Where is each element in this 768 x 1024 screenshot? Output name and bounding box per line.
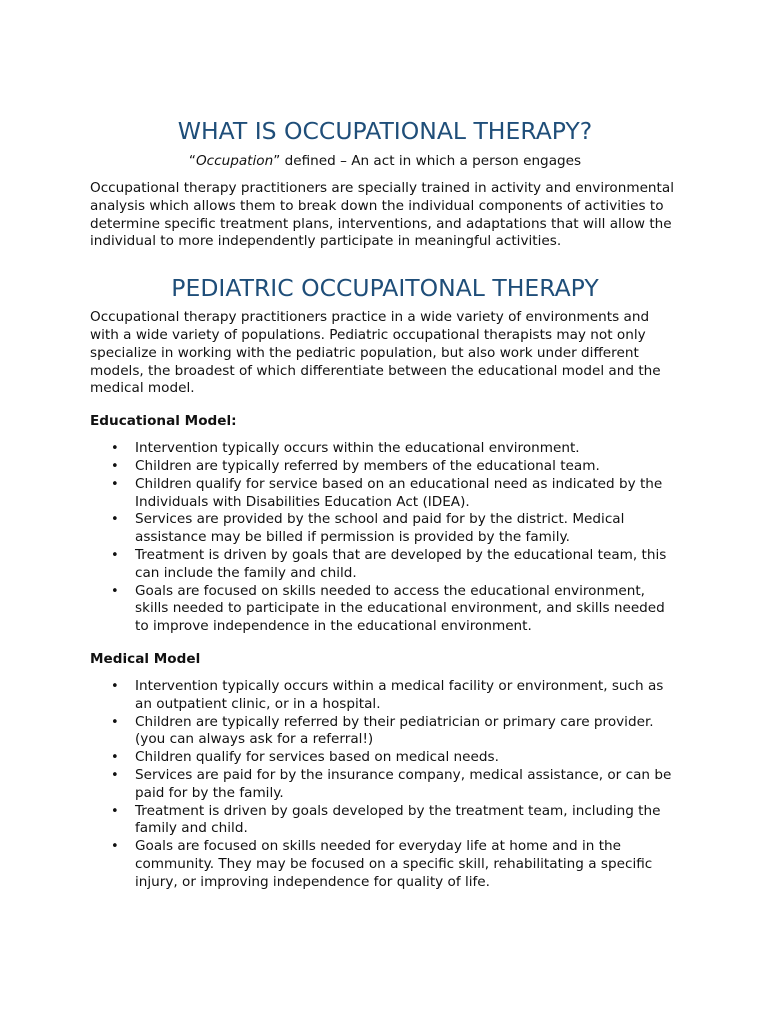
- list-item-text: Children are typically referred by members of the educational team.: [135, 457, 600, 474]
- list-item-text: Goals are focused on skills needed to access the educational environment, skills needed to participate in the educational environment, and skills needed to improve independence in the educational environment.: [135, 582, 665, 635]
- list-item-text: Treatment is driven by goals that are developed by the educational team, this can include the family and child.: [135, 546, 667, 581]
- bullet-icon: •: [111, 583, 119, 599]
- educational-model-heading: Educational Model:: [90, 413, 237, 430]
- bullet-icon: •: [111, 803, 119, 819]
- bullet-icon: •: [111, 714, 119, 730]
- definition-open-quote: “: [188, 153, 196, 169]
- bullet-icon: •: [111, 512, 119, 528]
- list-item-text: Services are paid for by the insurance company, medical assistance, or can be paid for by the family.: [135, 766, 672, 801]
- bullet-icon: •: [111, 476, 119, 492]
- list-item-text: Intervention typically occurs within the educational environment.: [135, 440, 580, 457]
- list-item: [90, 767, 680, 803]
- occupation-definition: [90, 152, 680, 170]
- list-item: [90, 678, 680, 714]
- definition-text: defined – An act in which a person engages: [280, 153, 582, 169]
- list-item-text: Services are provided by the school and paid for by the district. Medical assistance may be billed if permission is provided by the family.: [135, 511, 625, 546]
- bullet-icon: •: [111, 547, 119, 563]
- list-item: [90, 547, 680, 583]
- bullet-icon: •: [111, 441, 119, 457]
- list-item: [90, 458, 680, 476]
- bullet-icon: •: [111, 750, 119, 766]
- bullet-icon: •: [111, 678, 119, 694]
- list-item: [90, 714, 680, 750]
- list-item: [90, 440, 680, 458]
- list-item-text: Treatment is driven by goals developed by the treatment team, including the family and child.: [135, 802, 661, 837]
- pediatric-paragraph: Occupational therapy practitioners practice in a wide variety of environments and with a wide variety of populations. Pediatric occupational therapists may not only specialize in working with the pediatric population, but also work under different models, the broadest of which differentiate between the educational model and the medical model.: [90, 309, 661, 397]
- list-item: [90, 476, 680, 512]
- definition-term: Occupation: [195, 153, 274, 169]
- list-item-text: Goals are focused on skills needed for everyday life at home and in the community. They may be focused on a specific skill, rehabilitating a specific injury, or improving independence for quality of life.: [135, 838, 653, 890]
- list-item-text: Children qualify for services based on medical needs.: [135, 749, 499, 766]
- list-item: [90, 838, 680, 891]
- bullet-icon: •: [111, 458, 119, 474]
- intro-paragraph: Occupational therapy practitioners are specially trained in activity and environmental analysis which allows them to break down the individual components of activities to determine specific treatment plans, interventions, and adaptations that will allow the individual to more independently participate in meaningful activities.: [90, 180, 674, 250]
- section-title-pediatric: PEDIATRIC OCCUPAITONAL THERAPY: [171, 274, 599, 303]
- list-item: [90, 583, 680, 636]
- medical-model-list: [90, 678, 680, 892]
- list-item: [90, 803, 680, 839]
- medical-model-heading: Medical Model: [90, 650, 201, 667]
- list-item-text: Children are typically referred by their pediatrician or primary care provider. (you can always ask for a referral!): [135, 713, 654, 748]
- bullet-icon: •: [111, 767, 119, 783]
- list-item: [90, 511, 680, 547]
- list-item-text: Intervention typically occurs within a medical facility or environment, such as an outpatient clinic, or in a hospital.: [135, 677, 664, 712]
- bullet-icon: •: [111, 839, 119, 855]
- list-item-text: Children qualify for service based on an educational need as indicated by the Individuals with Disabilities Education Act (IDEA).: [135, 475, 663, 510]
- page-title: WHAT IS OCCUPATIONAL THERAPY?: [177, 117, 593, 145]
- definition-close-quote: ”: [273, 153, 281, 169]
- list-item: [90, 749, 680, 767]
- educational-model-list: [90, 440, 680, 636]
- document-page: [90, 114, 680, 892]
